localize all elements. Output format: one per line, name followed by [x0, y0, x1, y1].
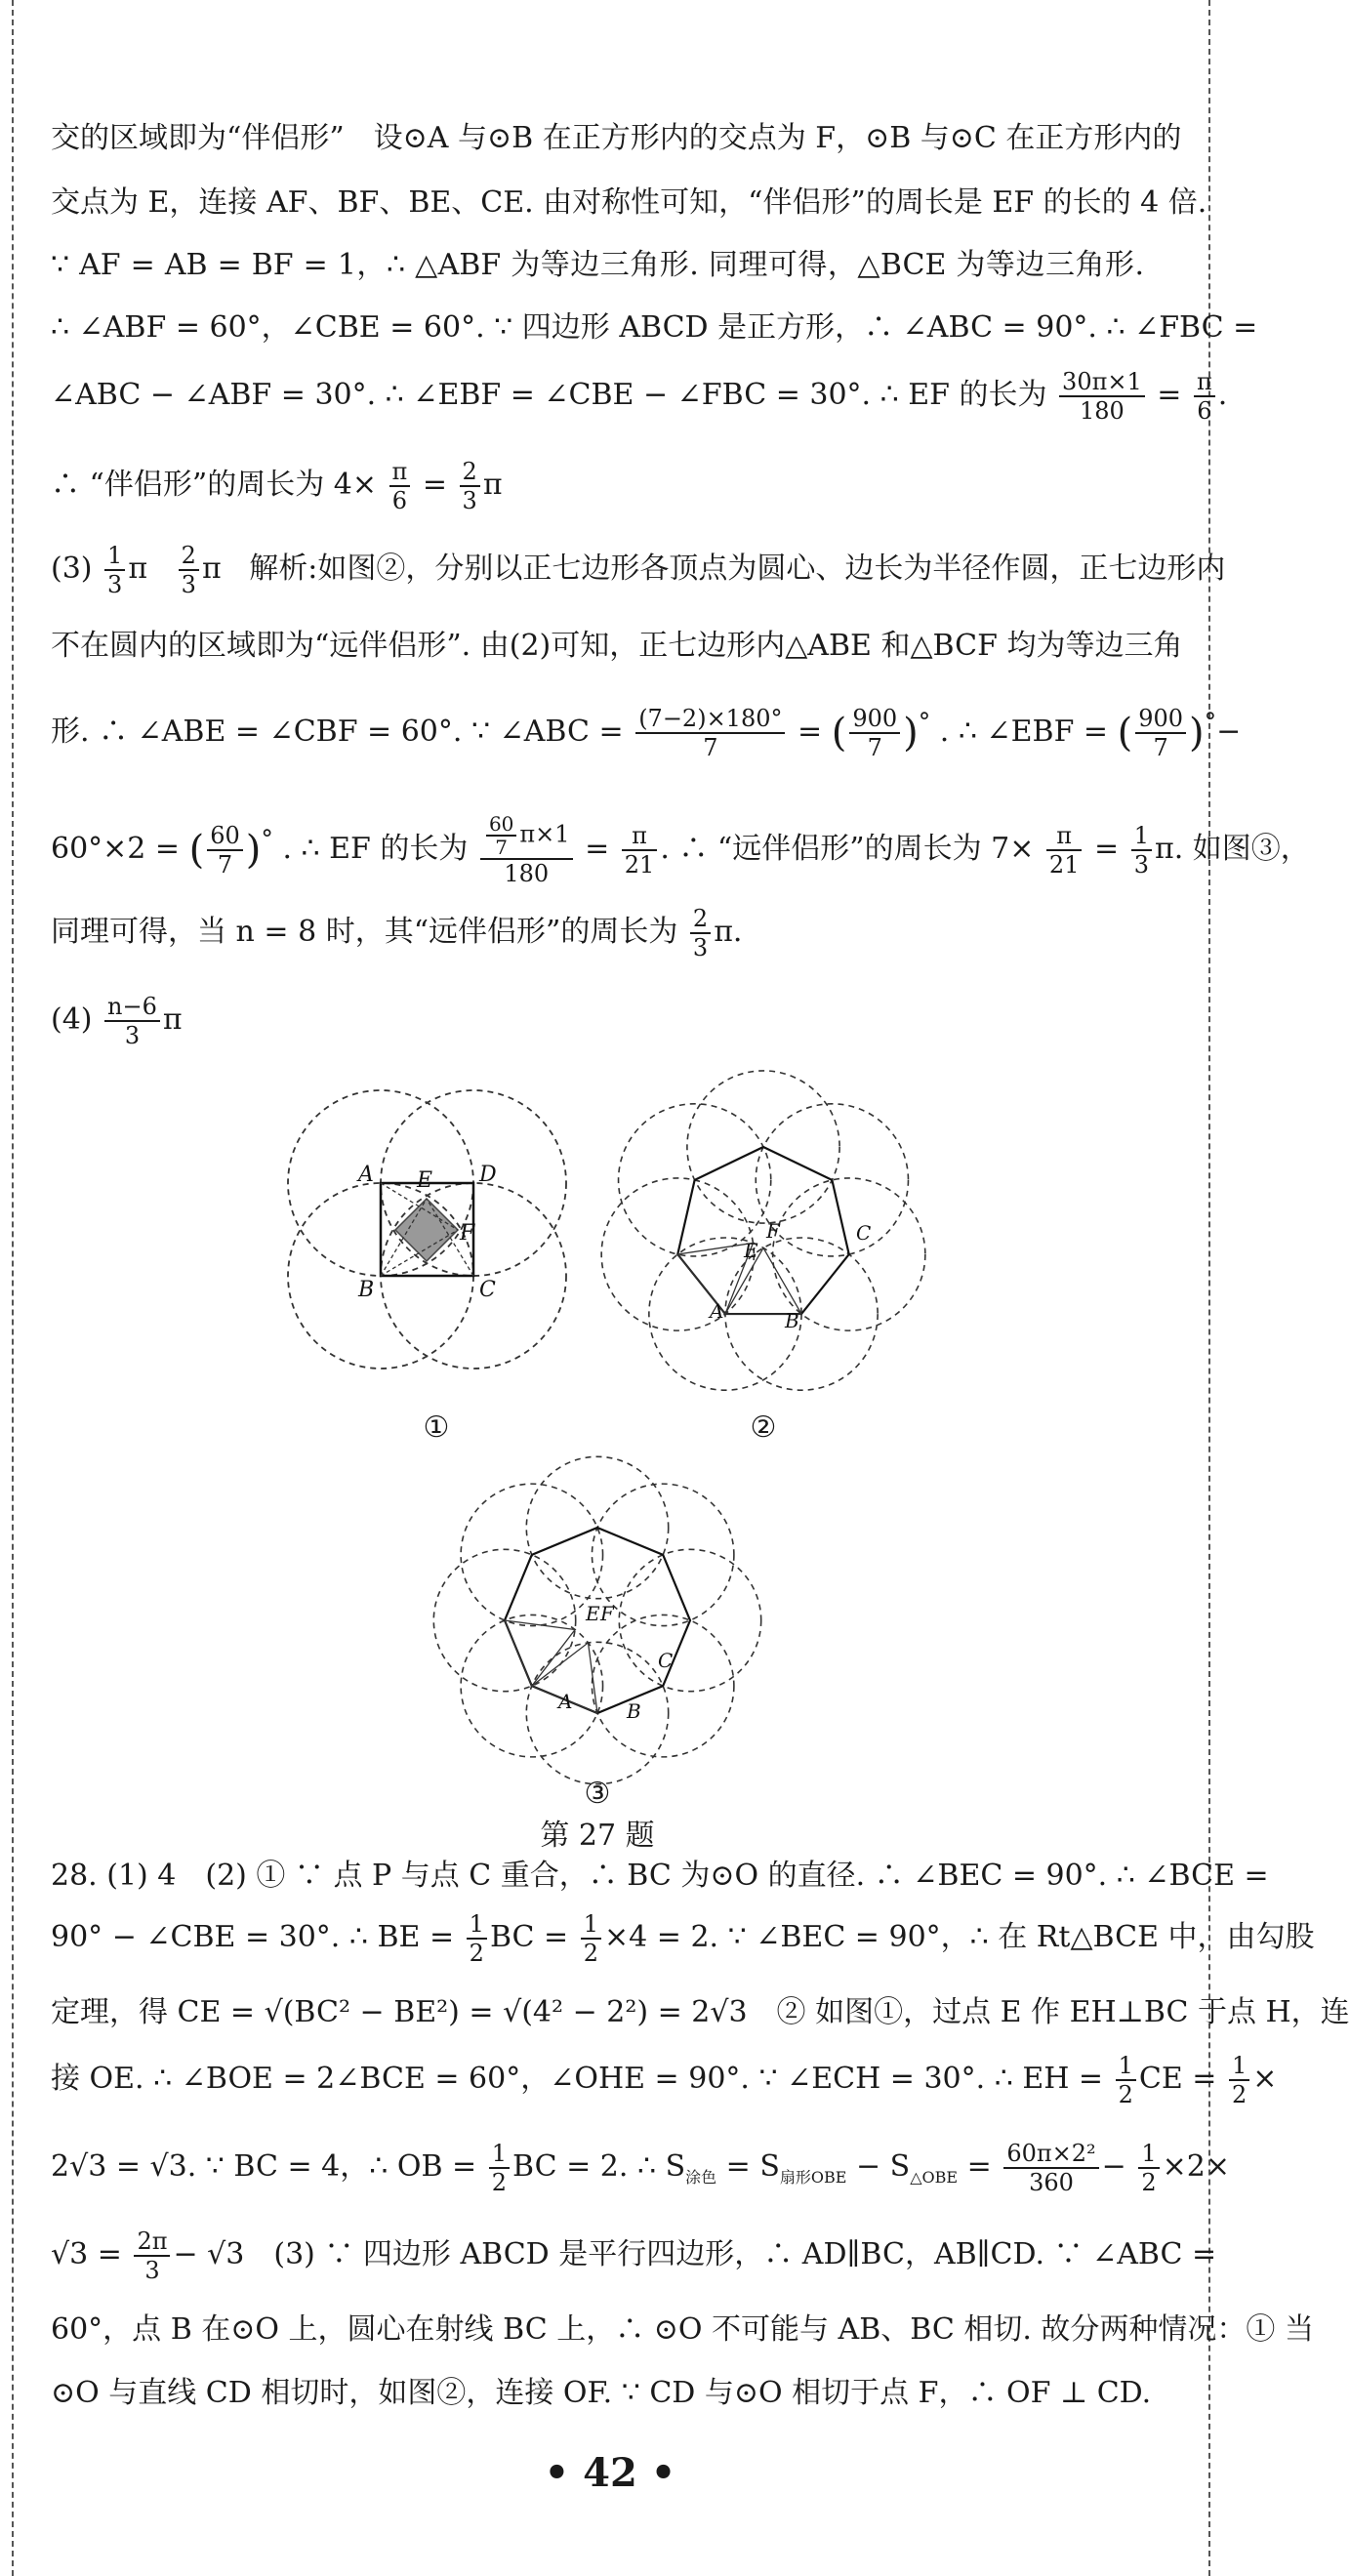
numerator: 2 [690, 905, 711, 934]
denominator: 3 [181, 571, 196, 598]
fraction [1003, 2140, 1098, 2196]
denominator: 3 [144, 2257, 160, 2284]
text-seg: − [1216, 715, 1242, 749]
text-seg: π [201, 552, 222, 586]
text-line [51, 898, 1144, 966]
text-line: 不在圆内的区域即为“远伴侣形”. 由(2)可知，正七边形内△ABE 和△BCF 均为等边三角 [51, 629, 1183, 663]
figure-3-svg [441, 1464, 754, 1777]
figure-1-svg [280, 1084, 593, 1396]
paren: ) [1189, 711, 1205, 756]
text-seg: 同理可得，当 n = 8 时，其“远伴侣形”的周长为 [51, 915, 678, 949]
text-seg: 接 OE. ∴ ∠BOE = 2∠BCE = 60°，∠OHE = 90°. ∵ ∠ECH = 30°. ∴ EH = [51, 2062, 1104, 2096]
point-label: D [479, 1163, 497, 1187]
fraction [179, 542, 199, 598]
numerator: 1 [489, 2140, 510, 2169]
text-seg: . ∴ EF 的长为 [282, 832, 469, 866]
paren: ( [831, 711, 847, 756]
text-seg: π [162, 1002, 183, 1037]
fraction [1135, 705, 1186, 761]
fraction [389, 458, 411, 514]
left-binding-line [12, 0, 14, 2576]
denominator: 7 [867, 734, 882, 761]
text-line [51, 2221, 1217, 2289]
text-line: 60°×2 = ( $\frac{60}{7}$ )° . ∴ EF 的长为 $\frac{60}{7}$ π×1 180 = $\frac{\pi}{21}$ . ∴ “远伴侣形”的周长为 7× $\frac{\pi}{21}$ = $\frac{1}{3}$ π. 如图③， [51, 812, 1310, 887]
fraction [489, 2140, 510, 2196]
denominator: 7 [1153, 734, 1168, 761]
denominator: 3 [1133, 851, 1149, 879]
numerator: π [1194, 368, 1215, 397]
denominator: 180 [504, 860, 550, 887]
text-seg: × [1252, 2062, 1278, 2096]
numerator: (7−2)×180° [635, 705, 785, 734]
fraction [104, 993, 160, 1049]
paren: ( [188, 828, 205, 873]
denominator: 7 [217, 851, 233, 879]
point-label: F [766, 1219, 780, 1243]
text-line: 交点为 E，连接 AF、BF、BE、CE. 由对称性可知，“伴侣形”的周长是 EF 的长的 4 倍. [51, 185, 1207, 220]
text-seg: 2√3 = √3. ∵ BC = 4，∴ OB = [51, 2149, 477, 2184]
text-seg: (4) [51, 1002, 93, 1037]
denominator: 21 [1048, 851, 1080, 879]
text-seg: BC = 2. ∴ S [512, 2149, 686, 2184]
fraction [134, 2228, 170, 2284]
figure-2 [607, 1084, 920, 1396]
figure-caption: ③ [584, 1777, 611, 1811]
paren: ( [1117, 711, 1133, 756]
fraction [467, 1910, 487, 1967]
point-label: B [627, 1699, 641, 1723]
numerator: 900 [849, 705, 900, 734]
numerator: π [622, 822, 658, 851]
fraction [1138, 2140, 1159, 2196]
figure-caption: ① [423, 1411, 450, 1445]
fraction [480, 813, 573, 887]
text-line [51, 1903, 1315, 1972]
fraction [1046, 822, 1083, 879]
fraction [635, 705, 785, 761]
numerator: 1 [104, 542, 125, 571]
point-label: A [358, 1163, 374, 1187]
text-seg: BC = [489, 1920, 569, 1954]
text-seg: ×2× [1162, 2149, 1230, 2184]
subscript: 涂色 [685, 2168, 717, 2187]
fraction [104, 542, 125, 598]
text-seg: π. [714, 915, 743, 949]
point-label: B [358, 1278, 375, 1302]
fraction [460, 458, 480, 514]
fraction [849, 705, 900, 761]
fraction [690, 905, 711, 961]
text-seg: 60°×2 = [51, 832, 181, 866]
denominator: 2 [491, 2169, 508, 2196]
numerator: 900 [1135, 705, 1186, 734]
denominator: 7 [495, 836, 509, 859]
numerator: 1 [1116, 2052, 1136, 2081]
point-label: C [658, 1649, 674, 1672]
numerator: 1 [581, 1910, 601, 1940]
text-line: 定理，得 CE = √(BC² − BE²) = √(4² − 2²) = 2√3 ② 如图①，过点 E 作 EH⊥BC 于点 H，连 [51, 1995, 1350, 2029]
fraction [1059, 368, 1145, 425]
text-seg: . ∴ ∠EBF = [939, 715, 1109, 749]
point-label: E [417, 1168, 433, 1193]
numerator: 2 [460, 458, 480, 487]
text-line: 28. (1) 4 (2) ① ∵ 点 P 与点 C 重合，∴ BC 为⊙O 的直径. ∴ ∠BEC = 90°. ∴ ∠BCE = [51, 1859, 1269, 1893]
text-seg: . [1217, 378, 1228, 412]
text-seg: 90° − ∠CBE = 30°. ∴ BE = [51, 1920, 455, 1954]
figure-caption: ② [750, 1411, 777, 1445]
text-seg: 解析:如图②，分别以正七边形各顶点为圆心、边长为半径作圆，正七边形内 [249, 552, 1226, 586]
denominator: 3 [124, 1022, 141, 1049]
denominator: 3 [107, 571, 123, 598]
equals-sign: = [1094, 832, 1120, 866]
text-seg: 形. ∴ ∠ABE = ∠CBF = 60°. ∵ ∠ABC = [51, 715, 624, 749]
fraction [486, 813, 516, 858]
text-line [51, 535, 1226, 603]
text-line [51, 2045, 1278, 2113]
text-seg: ∴ “伴侣形”的周长为 4× [51, 468, 377, 502]
numerator: 2 [179, 542, 199, 571]
denominator: 6 [391, 487, 408, 514]
equals-sign: = [798, 715, 823, 749]
equilateral-triangle [505, 1620, 575, 1686]
text-seg: = [958, 2149, 992, 2184]
point-label: F [600, 1602, 614, 1625]
numerator: 2π [134, 2228, 170, 2257]
figure-group-title: 第 27 题 [540, 1819, 655, 1853]
text-line: ∴ ∠ABF = 60°，∠CBE = 60°. ∵ 四边形 ABCD 是正方形，∴ ∠ABC = 90°. ∴ ∠FBC = [51, 310, 1258, 345]
text-seg: CE = [1138, 2062, 1217, 2096]
text-seg: ∠ABC − ∠ABF = 30°. ∴ ∠EBF = ∠CBE − ∠FBC = 30°. ∴ EF 的长为 [51, 378, 1047, 412]
text-line [51, 361, 1228, 429]
numerator: π [389, 458, 411, 487]
fraction [622, 822, 658, 879]
point-label: B [785, 1309, 799, 1332]
fraction [1116, 2052, 1136, 2108]
text-seg: − S [846, 2149, 911, 2184]
text-seg: = S [716, 2149, 780, 2184]
denominator: 2 [583, 1940, 599, 1967]
denominator: 7 [703, 734, 718, 761]
denominator: 3 [692, 934, 709, 961]
numerator: 60 [486, 813, 516, 837]
text-line: 形. ∴ ∠ABE = ∠CBF = 60°. ∵ ∠ABC = $\frac{(7-2)\times 180^\circ}{7}$ = ( $\frac{900}{7}$ )° . ∴ ∠EBF = ( $\frac{900}{7}$ )°− [51, 705, 1242, 761]
point-label: C [856, 1221, 872, 1245]
fraction [581, 1910, 601, 1967]
equilateral-triangle [725, 1247, 801, 1314]
text-seg: √3 = [51, 2237, 122, 2271]
denominator: 180 [1079, 397, 1125, 425]
text-line: ∵ AF = AB = BF = 1，∴ △ABF 为等边三角形. 同理可得，△BCE 为等边三角形. [51, 248, 1144, 282]
figure-1 [280, 1084, 593, 1396]
fraction [1131, 822, 1152, 879]
text-seg: π×1 [519, 820, 570, 848]
text-line: 交的区域即为“伴侣形” 设⊙A 与⊙B 在正方形内的交点为 F，⊙B 与⊙C 在正方形内的 [51, 121, 1182, 155]
text-seg: π. 如图③， [1154, 832, 1310, 866]
numerator [480, 813, 573, 860]
figure-3 [441, 1464, 754, 1777]
denominator: 2 [1231, 2081, 1248, 2108]
paren: ) [903, 711, 919, 756]
text-line [51, 986, 1144, 1054]
paren: ) [245, 828, 262, 873]
equals-sign: = [585, 832, 610, 866]
text-seg: (3) [51, 552, 93, 586]
denominator: 2 [469, 1940, 484, 1967]
text-seg: π [482, 468, 503, 502]
text-seg: . ∴ “远伴侣形”的周长为 7× [660, 832, 1035, 866]
denominator: 3 [462, 487, 477, 514]
fraction [207, 822, 243, 879]
point-label: E [586, 1602, 600, 1625]
text-line [51, 2133, 1230, 2201]
point-label: F [460, 1221, 475, 1246]
denominator: 2 [1141, 2169, 1157, 2196]
numerator: 30π×1 [1059, 368, 1145, 397]
numerator: 1 [1138, 2140, 1159, 2169]
equals-sign: = [1157, 378, 1182, 412]
point-label: E [744, 1239, 758, 1262]
point-label: A [710, 1299, 724, 1323]
numerator: 60 [207, 822, 243, 851]
text-seg: ×4 = 2. ∵ ∠BEC = 90°，∴ 在 Rt△BCE 中，由勾股 [604, 1920, 1315, 1954]
numerator: 60π×2² [1003, 2140, 1098, 2169]
numerator: n−6 [104, 993, 160, 1022]
subscript: △OBE [910, 2168, 959, 2187]
page-number: • 42 • [544, 2450, 676, 2496]
subscript: 扇形OBE [779, 2168, 847, 2187]
figure-2-svg [607, 1084, 920, 1396]
denominator: 360 [1029, 2169, 1074, 2196]
numerator: 1 [1229, 2052, 1249, 2081]
fraction [1194, 368, 1215, 425]
numerator: 1 [1131, 822, 1152, 851]
text-seg: − √3 (3) ∵ 四边形 ABCD 是平行四边形，∴ AD∥BC，AB∥CD. ∵ ∠ABC = [173, 2237, 1217, 2271]
equals-sign: = [422, 468, 447, 502]
denominator: 21 [624, 851, 655, 879]
denominator: 6 [1197, 397, 1212, 425]
text-seg: π [128, 552, 148, 586]
numerator: 1 [467, 1910, 487, 1940]
denominator: 2 [1118, 2081, 1133, 2108]
text-seg: − [1101, 2149, 1126, 2184]
text-line: 60°，点 B 在⊙O 上，圆心在射线 BC 上，∴ ⊙O 不可能与 AB、BC 相切. 故分两种情况：① 当 [51, 2312, 1314, 2347]
text-line: ⊙O 与直线 CD 相切时，如图②，连接 OF. ∵ CD 与⊙O 相切于点 F，∴ OF ⊥ CD. [51, 2376, 1152, 2410]
point-label: A [558, 1690, 573, 1713]
point-label: C [479, 1278, 496, 1302]
text-line [51, 451, 1144, 519]
numerator: π [1046, 822, 1083, 851]
fraction [1229, 2052, 1249, 2108]
